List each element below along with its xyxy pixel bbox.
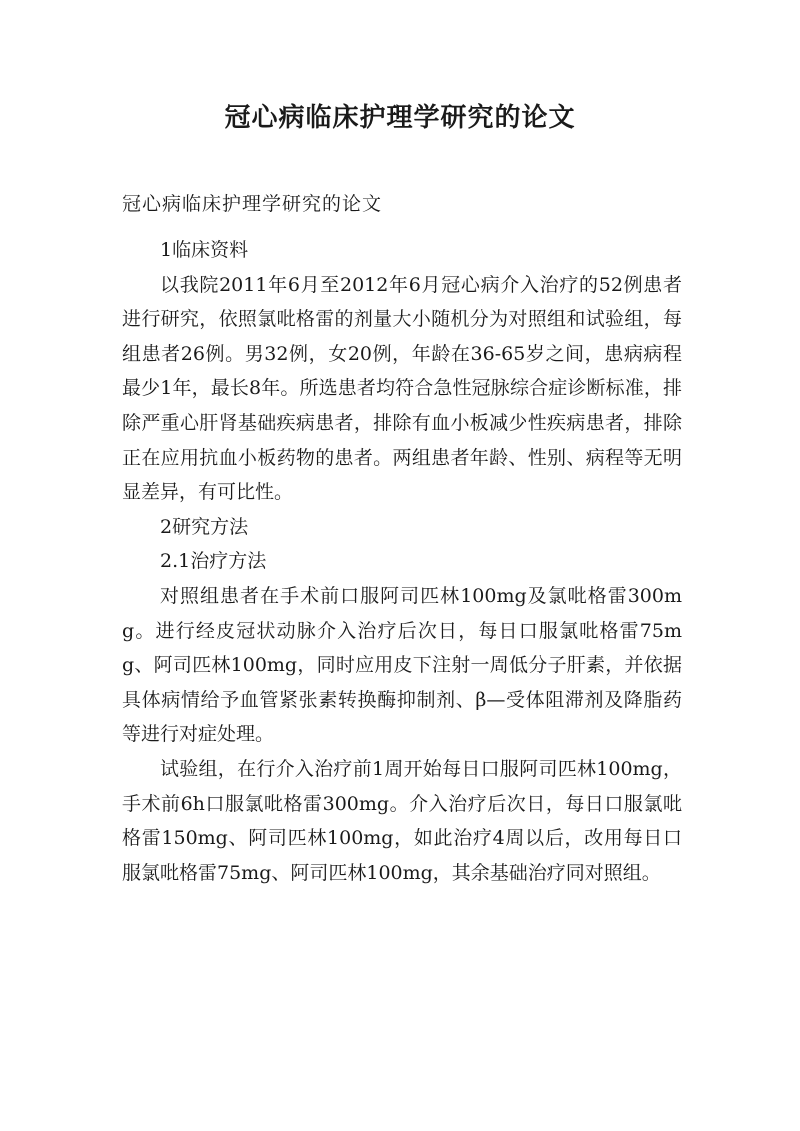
paragraph-test-group: 试验组，在行介入治疗前1周开始每日口服阿司匹林100mg，手术前6h口服氯吡格雷300mg。介入治疗后次日，每日口服氯吡格雷150mg、阿司匹林100mg，如此治疗4周以后，改用每日口服氯吡格雷75mg、阿司匹林100mg，其余基础治疗同对照组。 xyxy=(122,757,682,884)
paragraph-clinical-data: 以我院2011年6月至2012年6月冠心病介入治疗的52例患者进行研究，依照氯吡格雷的剂量大小随机分为对照组和试验组，每组患者26例。男32例，女20例，年龄在36-65岁之间，患病病程最少1年，最长8年。所选患者均符合急性冠脉综合症诊断标准，排除严重心肝肾基础疾病患者，排除有血小板减少性疾病患者，排除正在应用抗血小板药物的患者。两组患者年龄、性别、病程等无明显差异，有可比性。 xyxy=(122,273,682,504)
document-subtitle: 冠心病临床护理学研究的论文 xyxy=(122,193,383,215)
section-heading-methods: 2研究方法 xyxy=(160,515,249,538)
document-body xyxy=(122,233,682,890)
document-title: 冠心病临床护理学研究的论文 xyxy=(224,103,576,133)
paragraph-control-group: 对照组患者在手术前口服阿司匹林100mg及氯吡格雷300mg。进行经皮冠状动脉介入治疗后次日，每日口服氯吡格雷75mg、阿司匹林100mg，同时应用皮下注射一周低分子肝素，并依据具体病情给予血管紧张素转换酶抑制剂、β—受体阻滞剂及降脂药等进行对症处理。 xyxy=(122,584,682,746)
subsection-heading-treatment: 2.1治疗方法 xyxy=(160,550,267,573)
section-heading-clinical-data: 1临床资料 xyxy=(160,239,249,261)
